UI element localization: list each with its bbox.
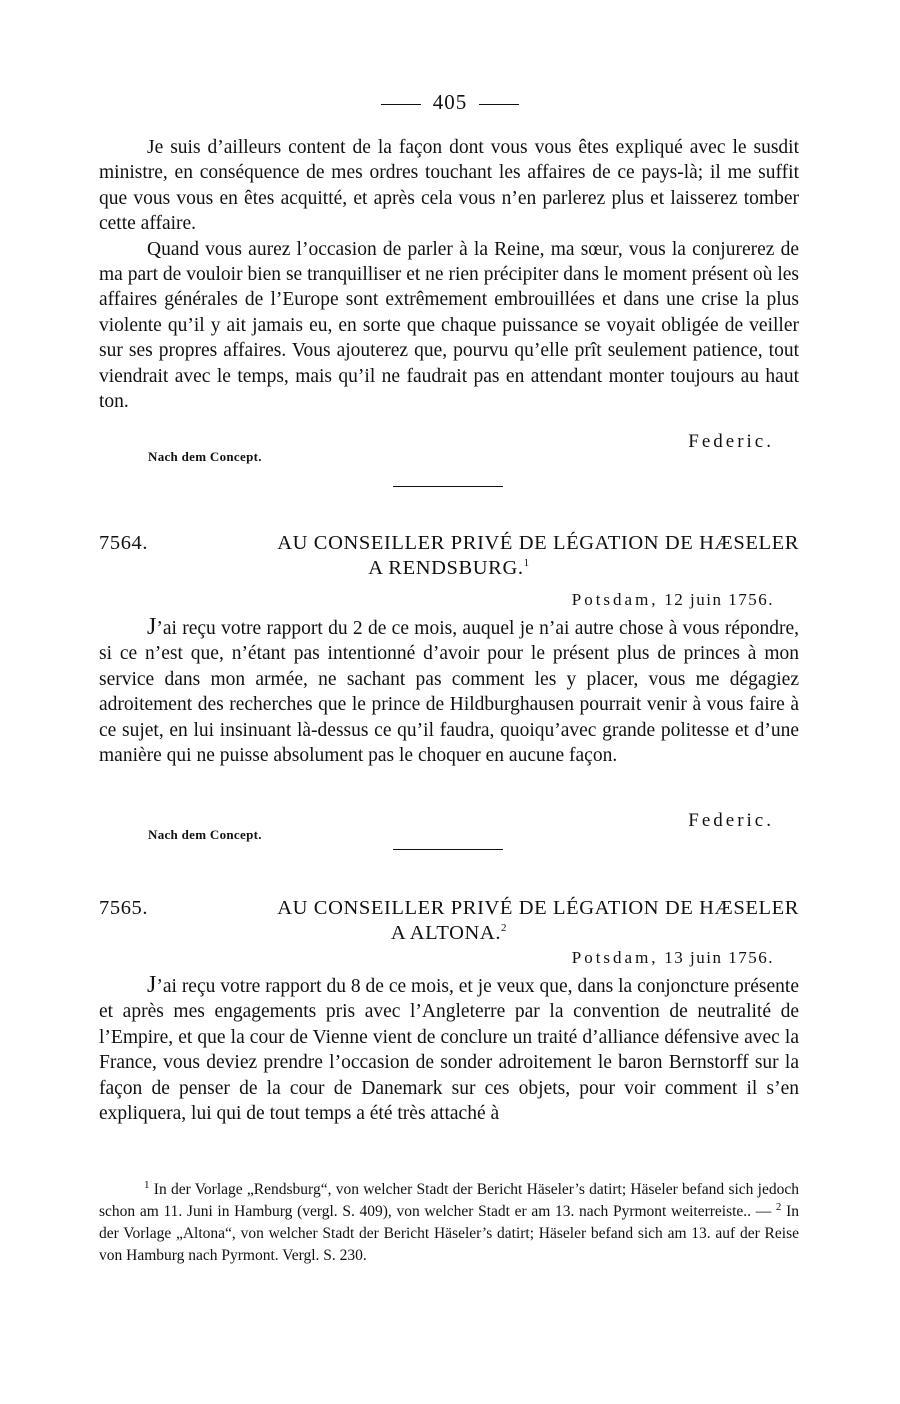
letter-7564-source-note: Nach dem Concept. <box>148 827 262 842</box>
letter-7564-initial: J <box>147 614 157 640</box>
letter-7564-heading <box>99 531 799 581</box>
intro-source-note: Nach dem Concept. <box>148 449 262 464</box>
intro-signature: Federic. <box>688 431 774 452</box>
letter-7564-title: AU CONSEILLER PRIVÉ DE LÉGATION DE HÆSELER <box>277 532 799 554</box>
intro-text <box>99 135 799 414</box>
letter-7565-recipient-place: A ALTONA. <box>390 922 502 944</box>
section-divider-1 <box>393 486 503 487</box>
letter-7565-body <box>99 973 799 1126</box>
intro-paragraph-2: Quand vous aurez l’occasion de parler à la Reine, ma sœur, vous la conjurerez de ma part de vouloir bien se tranquilliser et ne rien précipiter dans le moment présent où les affaires générales de l’Europe sont extrêmement embrouillées et dans une crise la plus violente qu’il y ait jamais eu, en sorte que chaque puissance se voyait obligée de veiller sur ses propres affaires. Vous ajouterez que, pourvu qu’elle prît seulement patience, tout viendrait avec le temps, mais qu’il ne faudrait pas en attendant monter toujours au haut ton. <box>99 238 799 413</box>
letter-7565-number: 7565. <box>99 897 149 919</box>
section-divider-2 <box>393 849 503 850</box>
letter-7564-body <box>99 615 799 768</box>
letter-7564-recipient-place: A RENDSBURG. <box>368 557 524 579</box>
letter-7564-text: ’ai reçu votre rapport du 2 de ce mois, auquel je n’ai autre chose à vous répondre, si ce n’est que, n’étant pas intentionné d’avoir pour le présent plus de princes à mon service dans mon armée, ne sachant pas comment les y placer, vous me dégagiez adroitement des recherches que le prince de Hildburghausen pourrait venir à vous faire à ce sujet, en lui insinuant là-dessus ce qu’il faudra, quoiqu’avec grande politesse et d’une manière qui ne puisse absolument pas le choquer en aucune façon. <box>99 618 799 767</box>
header-dash-right <box>479 104 519 105</box>
letter-7565-paragraph <box>99 973 799 1126</box>
letter-7565-initial: J <box>147 972 157 998</box>
letter-7565-place: Potsdam, <box>571 948 659 967</box>
letter-7565-date: 13 juin 1756. <box>664 948 774 967</box>
footnote-1-text: In der Vorlage „Rendsburg“, von welcher Stadt der Bericht Häseler’s datirt; Häseler befand sich jedoch schon am 11. Juni in Hamburg (vergl. S. 409), von welcher Stadt er am 13. nach Pyrmont weiterreiste.. — <box>99 1181 800 1220</box>
letter-7565-dateline <box>572 948 774 968</box>
letter-7565-heading <box>99 896 799 946</box>
letter-7565-title: AU CONSEILLER PRIVÉ DE LÉGATION DE HÆSELER <box>277 897 799 919</box>
letter-7564-date: 12 juin 1756. <box>664 590 774 609</box>
footnote-1-mark: 1 <box>144 1178 150 1191</box>
letter-7564-place: Potsdam, <box>571 590 659 609</box>
footnote-2-text: In der Vorlage „Altona“, von welcher Stadt der Bericht Häseler’s datirt; Häseler befand sich am 13. auf der Reise von Hamburg nach Pyrmont. Vergl. S. 230. <box>99 1203 799 1264</box>
page-header <box>0 90 900 115</box>
footnote-block <box>99 1179 799 1267</box>
letter-7564-signature: Federic. <box>688 810 774 831</box>
page-number: 405 <box>432 90 468 114</box>
letter-7565-text: ’ai reçu votre rapport du 8 de ce mois, et je veux que, dans la conjoncture présente et après mes engagements pris avec l’Angleterre par la convention de neutralité de l’Empire, et que la cour de Vienne vient de conclure un traité d’alliance défensive avec la France, vous deviez prendre l’occasion de sonder adroitement le baron Bernstorff sur la façon de penser de la cour de Danemark sur ces objets, pour voir comment il s’en expliquera, lui qui de tout temps a été très attaché à <box>99 976 799 1125</box>
letter-7564-number: 7564. <box>99 532 149 554</box>
footnote-ref-2: 2 <box>501 922 508 935</box>
header-dash-left <box>381 104 421 105</box>
footnote-ref-1: 1 <box>523 557 530 570</box>
footnote-2-mark: 2 <box>775 1200 782 1213</box>
letter-7564-paragraph <box>99 615 799 768</box>
letter-7564-dateline <box>572 590 774 610</box>
intro-paragraph-1: Je suis d’ailleurs content de la façon dont vous vous êtes expliqué avec le susdit ministre, en conséquence de mes ordres touchant les affaires de ce pays-là; il me suffit que vous vous en êtes acquitté, et après cela vous n’en parlerez plus et laisserez tomber cette affaire. <box>99 137 799 235</box>
footnotes <box>99 1179 799 1267</box>
